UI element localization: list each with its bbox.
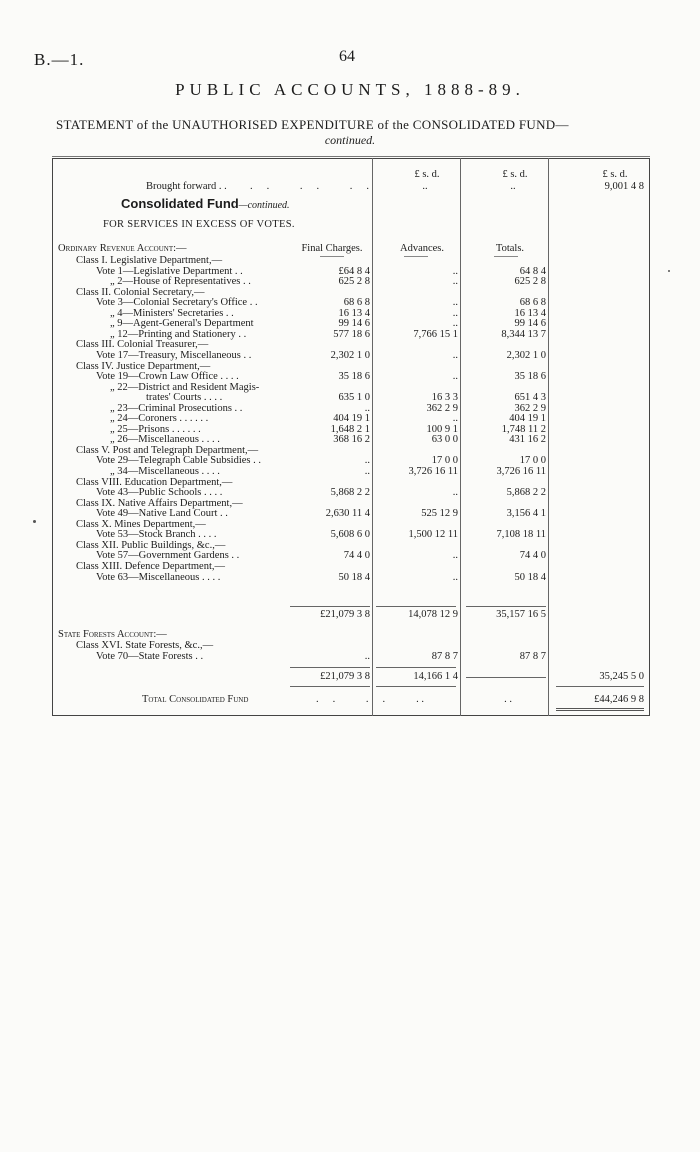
advance-cell: 525 12 9	[421, 508, 458, 520]
final-charge-cell: 50 18 4	[338, 571, 370, 583]
row-label: „ 22—District and Resident Magis-	[110, 381, 260, 393]
totals-header: Totals.	[495, 243, 525, 254]
final-charge-cell: 16 13 4	[338, 307, 370, 319]
advance-cell: ..	[452, 307, 458, 319]
total-cell: 17 0 0	[519, 455, 546, 467]
advance-cell: ..	[452, 349, 458, 361]
brought-forward-totals: ..	[510, 181, 516, 192]
leader-dots: .. .. ..	[250, 181, 383, 192]
statement-continued: continued.	[324, 133, 376, 147]
statement-heading: STATEMENT of the UNAUTHORISED EXPENDITURE of the CONSOLIDATED FUND—	[56, 117, 569, 132]
services-heading: FOR SERVICES IN EXCESS OF VOTES.	[103, 219, 295, 230]
forests-rule-final	[290, 667, 370, 668]
total-cell: 8,344 13 7	[501, 328, 546, 340]
row-label: „ 9—Agent-General's Department	[110, 318, 254, 330]
final-charge-cell: 404 19 1	[333, 413, 370, 425]
total-cell: 50 18 4	[514, 571, 546, 583]
final-charge-cell: 2,302 1 0	[330, 349, 370, 361]
advance-cell: ..	[452, 550, 458, 562]
subtotal-rule-advances	[376, 606, 456, 607]
advance-cell: ..	[452, 297, 458, 309]
advance-cell: ..	[452, 276, 458, 288]
final-charge-cell: 1,648 2 1	[330, 423, 370, 435]
advance-cell: 7,766 15 1	[413, 328, 458, 340]
advances-header: Advances.	[399, 243, 445, 254]
document-reference: B.—1.	[34, 50, 85, 69]
final-charge-cell: ..	[364, 402, 370, 414]
grand-total-label: Total Consolidated Fund	[142, 694, 249, 705]
grand-total-amount: £44,246 9 8	[594, 694, 644, 705]
state-forests-heading: State Forests Account:—	[58, 629, 167, 640]
print-speck	[33, 520, 36, 523]
total-cell: 68 6 8	[519, 297, 546, 309]
grand-total-advances: . .	[416, 694, 424, 705]
lsd-header-amount: £ s. d.	[602, 169, 628, 180]
row-label: Vote 53—Stock Branch . . . .	[96, 529, 217, 541]
advance-cell: 100 9 1	[426, 423, 458, 435]
forests-rule-totals	[466, 677, 546, 678]
row-label: Vote 17—Treasury, Miscellaneous . .	[96, 349, 252, 361]
total-rule-amount	[556, 686, 644, 687]
total-cell: 404 19 1	[509, 413, 546, 425]
fund-heading-continued: —continued.	[238, 200, 290, 211]
header-underline	[404, 256, 428, 257]
row-label: „ 26—Miscellaneous . . . .	[110, 434, 220, 446]
row-label: Vote 3—Colonial Secretary's Office . .	[96, 297, 258, 309]
row-label: „ 4—Ministers' Secretaries . .	[110, 307, 234, 319]
forests-vote-label: Vote 70—State Forests . .	[96, 651, 204, 662]
subtotal-final: £21,079 3 8	[320, 609, 370, 620]
lsd-header-advances: £ s. d.	[414, 169, 440, 180]
advance-cell: 63 0 0	[431, 434, 458, 446]
final-charge-cell: 74 4 0	[343, 550, 370, 562]
advance-cell: 16 3 3	[431, 392, 458, 404]
ordinary-revenue-heading: Ordinary Revenue Account:—	[58, 243, 187, 254]
advance-cell: ..	[452, 487, 458, 499]
total-cell: 431 16 2	[509, 434, 546, 446]
total-cell: 2,302 1 0	[506, 349, 546, 361]
row-label: Vote 29—Telegraph Cable Subsidies . .	[96, 455, 262, 467]
final-charge-cell: 5,868 2 2	[330, 487, 370, 499]
total-cell: 35 18 6	[514, 371, 546, 383]
forests-advances: 87 8 7	[431, 651, 458, 662]
final-charge-cell: 35 18 6	[338, 371, 370, 383]
forests-totals: 87 8 7	[519, 651, 546, 662]
total-cell: 3,156 4 1	[506, 508, 546, 520]
row-label: Class II. Colonial Secretary,—	[76, 286, 205, 298]
row-label: Class IX. Native Affairs Department,—	[76, 497, 243, 509]
row-label: Vote 49—Native Land Court . .	[96, 508, 228, 520]
final-charge-cell: 368 16 2	[333, 434, 370, 446]
brought-forward-amount: 9,001 4 8	[604, 181, 644, 192]
final-charge-cell: ..	[364, 466, 370, 477]
row-label: Class IV. Justice Department,—	[76, 360, 211, 372]
total-cell: 3,726 16 11	[496, 466, 546, 477]
grand-total-underline	[556, 708, 644, 711]
page-number: 64	[339, 48, 355, 65]
final-charge-cell: ..	[364, 455, 370, 467]
advance-cell: ..	[452, 265, 458, 277]
total-cell: 5,868 2 2	[506, 487, 546, 499]
total-cell: 362 2 9	[514, 402, 546, 414]
final-charge-cell: 99 14 6	[338, 318, 370, 330]
total-cell: 1,748 11 2	[501, 423, 546, 435]
advance-cell: ..	[452, 371, 458, 383]
row-label: Class X. Mines Department,—	[76, 518, 206, 530]
total-rule-final	[290, 686, 370, 687]
final-charge-cell: 68 6 8	[343, 297, 370, 309]
total-cell: 651 4 3	[514, 392, 546, 404]
total-cell: 74 4 0	[519, 550, 546, 562]
final-charge-cell: 5,608 6 0	[330, 529, 370, 541]
total-cell: 99 14 6	[514, 318, 546, 330]
row-label: Class III. Colonial Treasurer,—	[76, 339, 209, 351]
row-label: Class V. Post and Telegraph Department,—	[76, 444, 259, 456]
fund-heading-text: Consolidated Fund	[121, 196, 239, 211]
advance-cell: 1,500 12 11	[408, 529, 458, 541]
forests-total-advances: 14,166 1 4	[413, 671, 458, 682]
row-label: Vote 1—Legislative Department . .	[96, 265, 243, 277]
advance-cell: 362 2 9	[426, 402, 458, 414]
final-charge-cell: £64 8 4	[338, 265, 370, 277]
row-label: „ 25—Prisons . . . . . .	[110, 423, 201, 435]
column-rule-totals	[548, 158, 549, 716]
lsd-header-totals: £ s. d.	[502, 169, 528, 180]
row-label: Vote 57—Government Gardens . .	[96, 550, 240, 562]
forests-rule-advances	[376, 667, 456, 668]
forests-class-label: Class XVI. State Forests, &c.,—	[76, 640, 214, 651]
subtotal-totals: 35,157 16 5	[496, 609, 546, 620]
final-charge-cell: 2,630 11 4	[325, 508, 370, 520]
page-title: PUBLIC ACCOUNTS, 1888-89.	[175, 80, 525, 99]
row-label: „ 34—Miscellaneous . . . .	[110, 466, 220, 477]
subtotal-advances: 14,078 12 9	[408, 609, 458, 620]
row-label: Vote 63—Miscellaneous . . . .	[96, 571, 221, 583]
subtotal-rule-final	[290, 606, 370, 607]
row-label: „ 24—Coroners . . . . . .	[110, 413, 209, 425]
brought-forward-label: Brought forward . .	[146, 181, 227, 192]
table-top-rule	[52, 156, 650, 157]
row-label: Class VIII. Education Department,—	[76, 476, 233, 488]
row-label: Class XIII. Defence Department,—	[76, 560, 225, 572]
fund-heading	[121, 196, 290, 211]
final-charge-cell: 635 1 0	[338, 392, 370, 404]
advance-cell: ..	[452, 571, 458, 583]
forests-total-final: £21,079 3 8	[320, 671, 370, 682]
final-charges-header: Final Charges.	[301, 243, 363, 254]
header-underline	[320, 256, 344, 257]
header-underline	[494, 256, 518, 257]
grand-total-totals: . .	[504, 694, 512, 705]
forests-final: ..	[364, 651, 370, 662]
final-charge-cell: 625 2 8	[338, 276, 370, 288]
advance-cell: ..	[452, 413, 458, 425]
row-label: „ 23—Criminal Prosecutions . .	[110, 402, 243, 414]
advance-cell: 3,726 16 11	[408, 466, 458, 477]
leader-dots: .. ..	[316, 694, 400, 705]
advance-cell: 17 0 0	[431, 455, 458, 467]
row-label: „ 2—House of Representatives . .	[110, 276, 251, 288]
forests-total-amount: 35,245 5 0	[599, 671, 644, 682]
row-label: Class I. Legislative Department,—	[76, 255, 223, 266]
row-label: trates' Courts . . . .	[146, 392, 223, 404]
total-cell: 64 8 4	[519, 265, 546, 277]
row-label: Vote 19—Crown Law Office . . . .	[96, 371, 239, 383]
row-label: „ 12—Printing and Stationery . .	[110, 328, 247, 340]
total-cell: 16 13 4	[514, 307, 546, 319]
subtotal-rule-totals	[466, 606, 546, 607]
advance-cell: ..	[452, 318, 458, 330]
row-label: Vote 43—Public Schools . . . .	[96, 487, 223, 499]
final-charge-cell: 577 18 6	[333, 328, 370, 340]
total-cell: 7,108 18 11	[496, 529, 546, 541]
row-label: Class XII. Public Buildings, &c.,—	[76, 539, 226, 551]
total-cell: 625 2 8	[514, 276, 546, 288]
print-speck	[668, 270, 670, 272]
brought-forward-advances: ..	[422, 181, 428, 192]
total-rule-advances	[376, 686, 456, 687]
